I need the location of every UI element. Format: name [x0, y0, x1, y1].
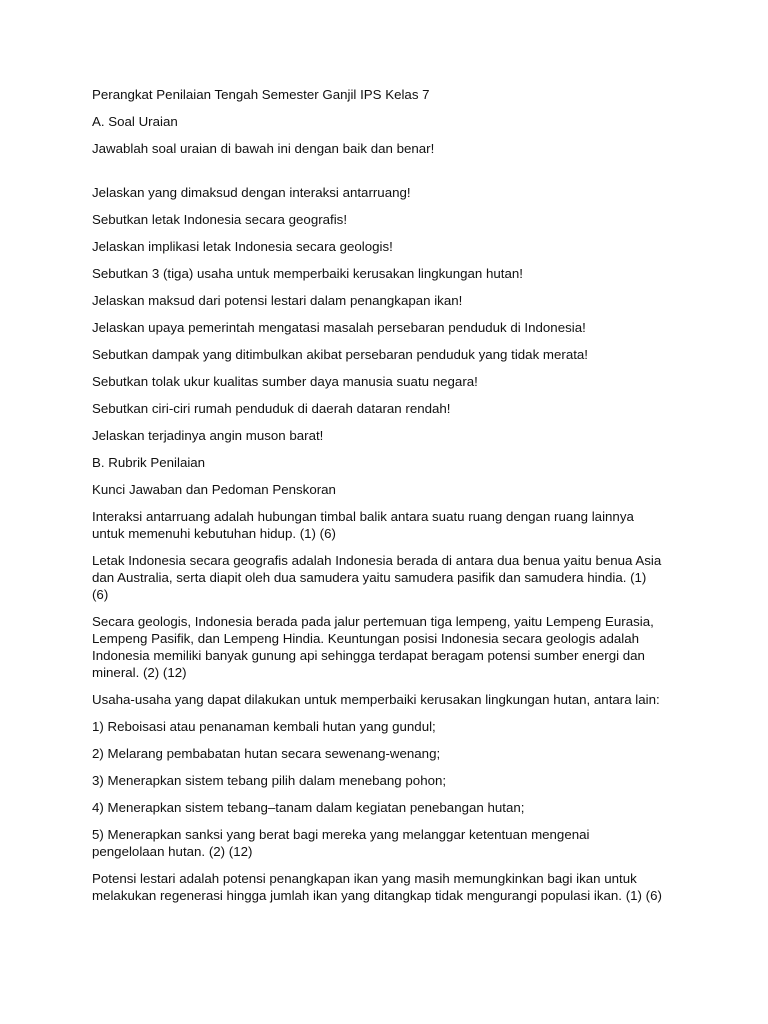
spacer [92, 167, 662, 184]
question-7: Sebutkan dampak yang ditimbulkan akibat persebaran penduduk yang tidak merata! [92, 347, 588, 362]
answer-2: Letak Indonesia secara geografis adalah Indonesia berada di antara dua benua yaitu benua Asia dan Australia, serta diapit oleh dua samudera yaitu samudera pasifik dan samudera hindia. (1) (6) [92, 553, 662, 602]
question-3: Jelaskan implikasi letak Indonesia secara geologis! [92, 239, 393, 254]
answer-4-item-1: 1) Reboisasi atau penanaman kembali hutan yang gundul; [92, 719, 436, 734]
answer-4-item-5: 5) Menerapkan sanksi yang berat bagi mereka yang melanggar ketentuan mengenai pengelolaan hutan. (2) (12) [92, 827, 590, 859]
section-b-subheading: Kunci Jawaban dan Pedoman Penskoran [92, 482, 336, 497]
document-title: Perangkat Penilaian Tengah Semester Ganjil IPS Kelas 7 [92, 87, 430, 102]
answer-4-item-4: 4) Menerapkan sistem tebang–tanam dalam kegiatan penebangan hutan; [92, 800, 525, 815]
document-page [92, 86, 662, 914]
question-10: Jelaskan terjadinya angin muson barat! [92, 428, 324, 443]
question-5: Jelaskan maksud dari potensi lestari dalam penangkapan ikan! [92, 293, 463, 308]
answer-3: Secara geologis, Indonesia berada pada jalur pertemuan tiga lempeng, yaitu Lempeng Eurasia, Lempeng Pasifik, dan Lempeng Hindia. Keuntungan posisi Indonesia secara geologis adalah Indonesia memiliki banyak gunung api sehingga terdapat beragam potensi sumber energi dan mineral. (2) (12) [92, 614, 654, 680]
answer-4-item-3: 3) Menerapkan sistem tebang pilih dalam menebang pohon; [92, 773, 447, 788]
question-2: Sebutkan letak Indonesia secara geografis! [92, 212, 348, 227]
question-4: Sebutkan 3 (tiga) usaha untuk memperbaiki kerusakan lingkungan hutan! [92, 266, 523, 281]
section-a-heading: A. Soal Uraian [92, 114, 178, 129]
section-b-heading: B. Rubrik Penilaian [92, 455, 206, 470]
question-9: Sebutkan ciri-ciri rumah penduduk di daerah dataran rendah! [92, 401, 451, 416]
answer-1: Interaksi antarruang adalah hubungan timbal balik antara suatu ruang dengan ruang lainnya untuk memenuhi kebutuhan hidup. (1) (6) [92, 509, 634, 541]
section-a-instruction: Jawablah soal uraian di bawah ini dengan baik dan benar! [92, 141, 435, 156]
answer-5: Potensi lestari adalah potensi penangkapan ikan yang masih memungkinkan bagi ikan untuk melakukan regenerasi hingga jumlah ikan yang ditangkap tidak mengurangi populasi ikan. (1) (6) [92, 871, 662, 903]
answer-4-item-2: 2) Melarang pembabatan hutan secara sewenang-wenang; [92, 746, 441, 761]
question-8: Sebutkan tolak ukur kualitas sumber daya manusia suatu negara! [92, 374, 478, 389]
question-6: Jelaskan upaya pemerintah mengatasi masalah persebaran penduduk di Indonesia! [92, 320, 586, 335]
question-1: Jelaskan yang dimaksud dengan interaksi antarruang! [92, 185, 411, 200]
answer-4-intro: Usaha-usaha yang dapat dilakukan untuk memperbaiki kerusakan lingkungan hutan, antara lain: [92, 692, 660, 707]
